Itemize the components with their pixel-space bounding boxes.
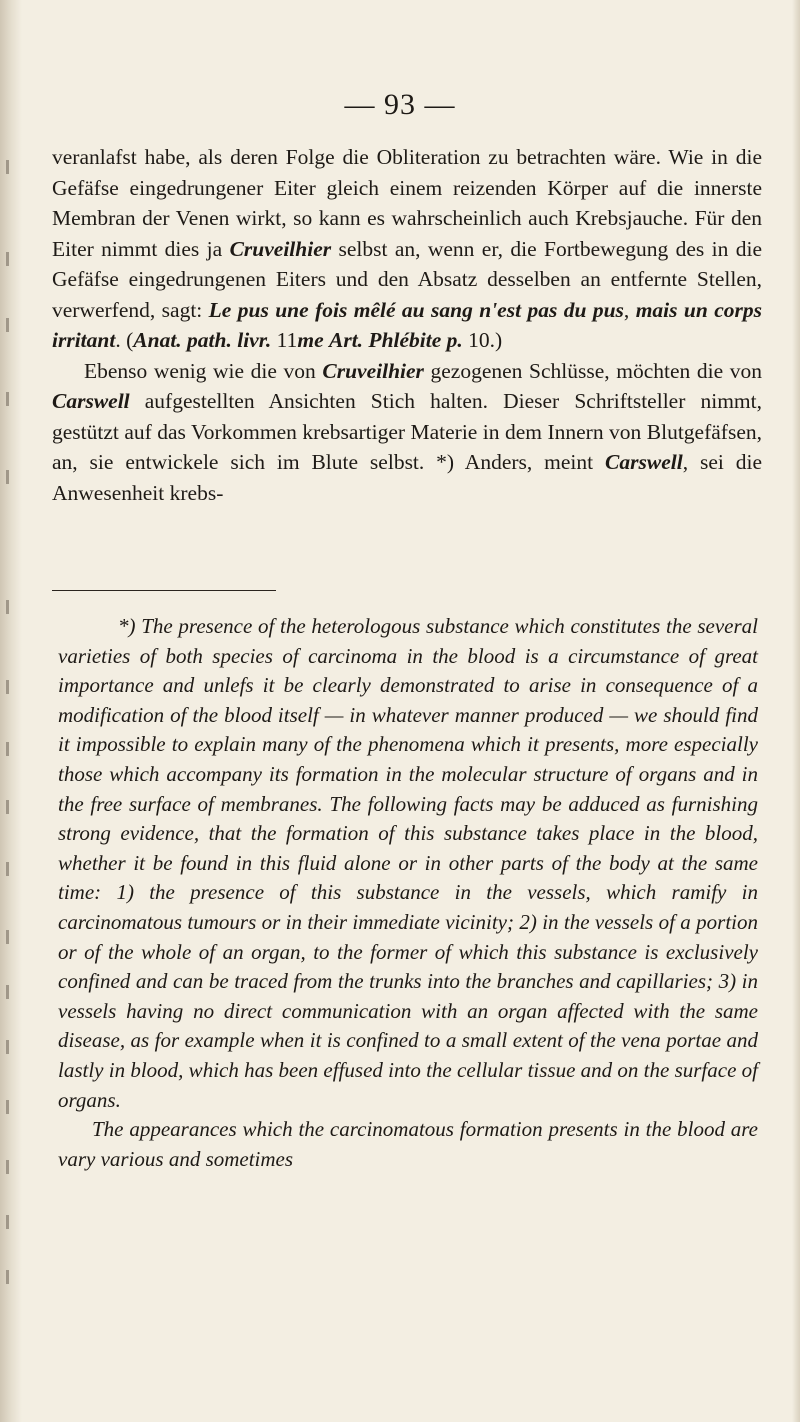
emphasized-run: Cruveilhier — [229, 236, 332, 261]
bleed-through-mark — [6, 160, 9, 174]
bleed-through-mark — [6, 800, 9, 814]
bleed-through-mark — [6, 1215, 9, 1229]
footnote-paragraph-2: The appearances which the carcinomatous formation presents in the blood are vary various and sometimes — [58, 1117, 758, 1171]
text-run: 10.) — [462, 328, 503, 352]
emphasized-run: Art. Phlébite p. — [329, 328, 463, 352]
text-run: . ( — [115, 328, 134, 352]
page-edge-shadow — [792, 0, 800, 1422]
emphasized-run: Cruveilhier — [322, 358, 424, 383]
bleed-through-mark — [6, 1040, 9, 1054]
text-run: Ebenso wenig wie die von — [84, 358, 323, 383]
text-run: veranlafst habe, als deren Folge die Obliteration zu betrachten wäre. Wie in die Gefäfse eingedrungener Eiter gleich einem reizenden Körper auf die innerste Membran der Venen wirkt, so kann es wahrscheinlich auch Krebsjauche. Für den Eiter nimmt dies ja — [52, 145, 762, 261]
text-run: selbst an, wenn er, die Fortbewegung des in die Gefäfse eingedrungenen Eiters und den Absatz desselben an entfernte Stellen, verwerfend, sagt: — [52, 236, 762, 322]
bleed-through-mark — [6, 1160, 9, 1174]
bleed-through-mark — [6, 392, 9, 406]
bleed-through-marks — [2, 0, 20, 1422]
emphasized-run: me — [297, 328, 324, 352]
text-run: aufgestellten Ansichten Stich halten. Dieser Schriftsteller nimmt, gestützt auf das Vorkommen krebsartiger Materie in dem Innern von Blutgefäfsen, an, sie entwickele sich im Blute selbst. *) Anders, meint — [52, 389, 762, 474]
bleed-through-mark — [6, 985, 9, 999]
bleed-through-mark — [6, 1100, 9, 1114]
emphasized-run: Carswell — [605, 450, 683, 474]
bleed-through-mark — [6, 680, 9, 694]
text-run: 11 — [271, 328, 298, 352]
text-run: , sei die Anwesenheit krebs- — [52, 450, 762, 505]
emphasized-run: Anat. path. livr. — [133, 328, 272, 352]
bleed-through-mark — [6, 862, 9, 876]
text-run: , — [623, 297, 636, 322]
emphasized-run: Carswell — [52, 389, 130, 413]
bleed-through-mark — [6, 252, 9, 266]
bleed-through-mark — [6, 470, 9, 484]
paragraph-1 — [52, 142, 762, 356]
emphasized-run: Le pus une fois mêlé au sang n'est pas du pus — [208, 297, 624, 322]
page-number: — 93 — — [344, 88, 456, 121]
paragraph-2 — [52, 356, 762, 509]
footnote-separator-rule — [52, 590, 276, 591]
main-text — [52, 142, 762, 508]
footnote-paragraph-1: *) The presence of the heterologous substance which constitutes the several varieties of both species of carcinoma in the blood is a circumstance of great importance and unlefs it be clearly demonstrated to arise in consequence of a modification of the blood itself — in whatever manner produced — we should find it impossible to explain many of the phenomena which it presents, more especially those which accompany its formation in the molecular structure of organs and in the free surface of membranes. The following facts may be adduced as furnishing strong evidence, that the formation of this substance takes place in the blood, whether it be found in this fluid alone or in other parts of the body at the same time: 1) the presence of this substance in the vessels, which ramify in carcinomatous tumours or in their immediate vicinity; 2) in the vessels of a portion or of the whole of an organ, to the former of which this substance is exclusively confined and can be traced from the trunks into the branches and capillaries; 3) in vessels having no direct communication with an organ affected with the same disease, as for example when it is confined to a small extent of the vena portae and lastly in blood, which has been effused into the cellular tissue and on the surface of organs. — [58, 614, 758, 1112]
bleed-through-mark — [6, 318, 9, 332]
bleed-through-mark — [6, 930, 9, 944]
text-run: gezogenen Schlüsse, möchten die von — [423, 358, 762, 383]
bleed-through-mark — [6, 600, 9, 614]
emphasized-run: mais un corps irritant — [52, 297, 762, 352]
bleed-through-mark — [6, 742, 9, 756]
bleed-through-mark — [6, 1270, 9, 1284]
footnote — [58, 612, 758, 1174]
